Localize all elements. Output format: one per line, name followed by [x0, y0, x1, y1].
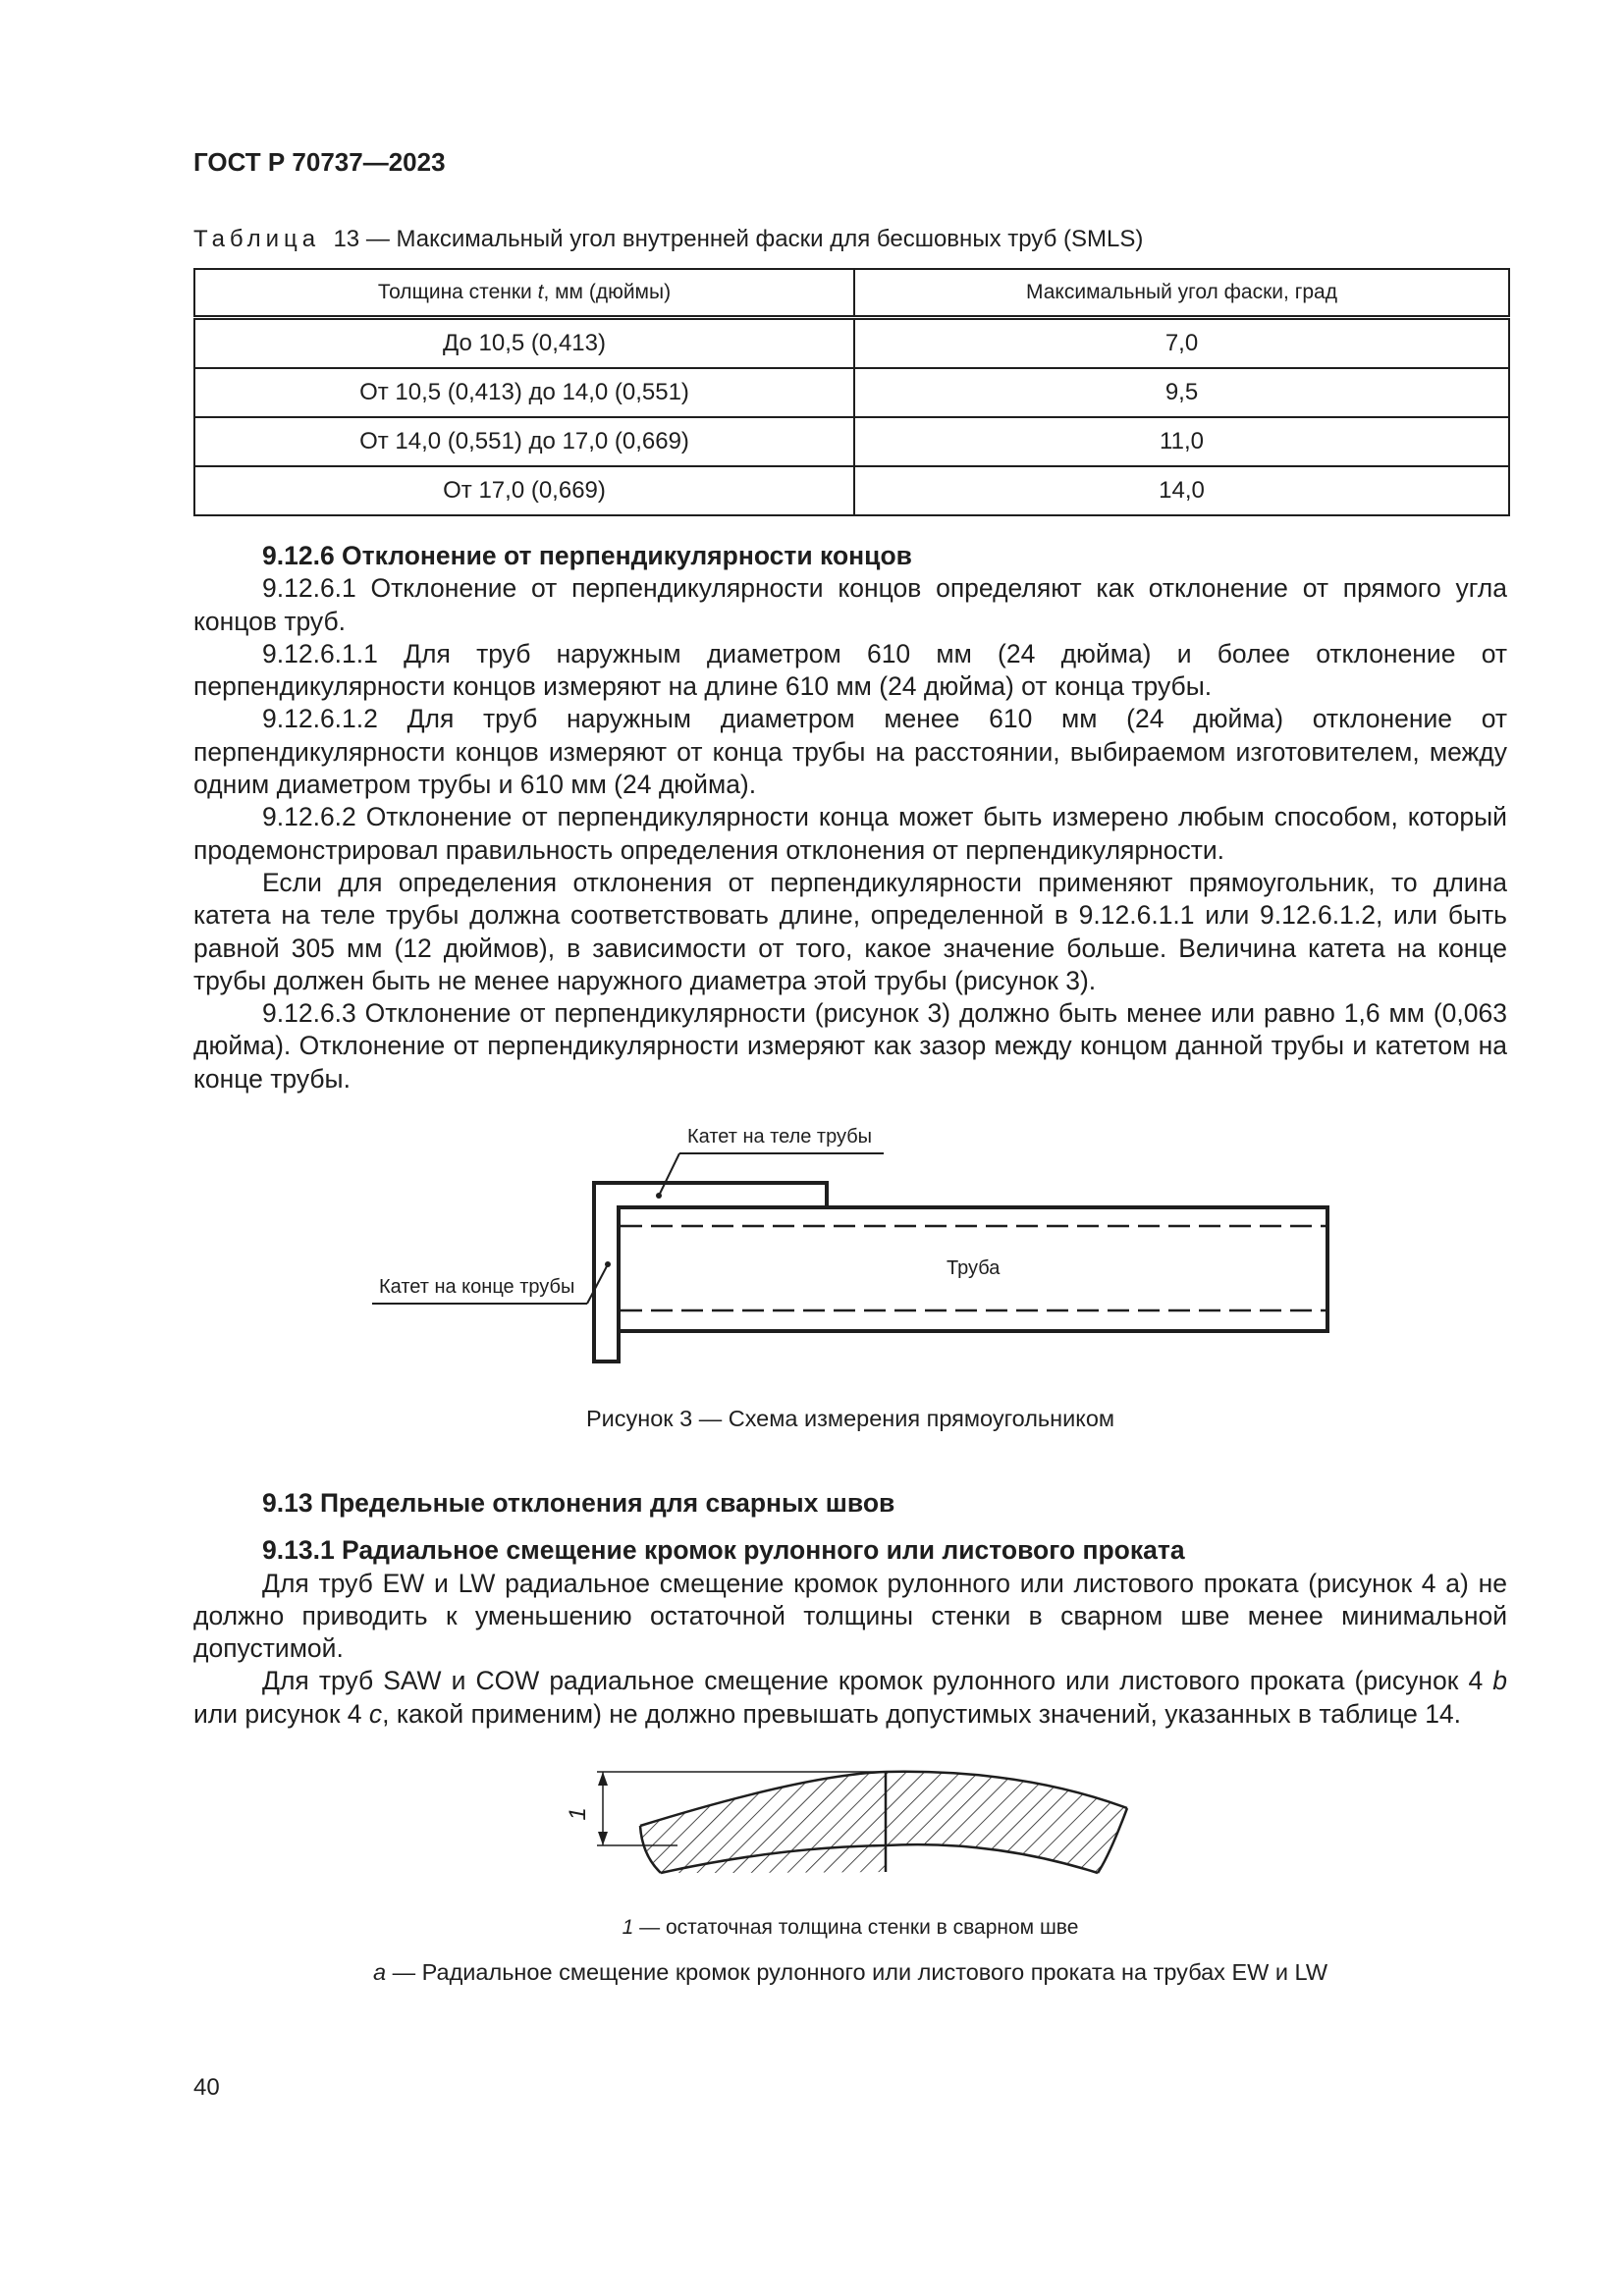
table-cell: 11,0	[854, 417, 1509, 466]
table-13	[193, 268, 1510, 516]
leader-dot	[605, 1261, 611, 1267]
label-end-leg: Катет на конце трубы	[379, 1276, 575, 1298]
table-cell: От 14,0 (0,551) до 17,0 (0,669)	[194, 417, 854, 466]
table-cell: 14,0	[854, 466, 1509, 515]
section-9-12-6	[193, 540, 1507, 1095]
table-cell: 7,0	[854, 318, 1509, 369]
table-caption-text: 13 — Максимальный угол внутренней фаски для бесшовных труб (SMLS)	[333, 226, 1144, 252]
page-number: 40	[193, 2074, 220, 2101]
label-pipe: Труба	[947, 1257, 1001, 1279]
figure-3-caption: Рисунок 3 — Схема измерения прямоугольником	[585, 1406, 1115, 1431]
arrow-down-icon	[598, 1832, 608, 1845]
table-caption	[193, 226, 1143, 253]
table-cell: От 10,5 (0,413) до 14,0 (0,551)	[194, 368, 854, 417]
table-cell: До 10,5 (0,413)	[194, 318, 854, 369]
leader-line	[587, 1266, 607, 1304]
section-heading: 9.13 Предельные отклонения для сварных швов	[262, 1488, 895, 1518]
callout-number: 1	[565, 1807, 591, 1821]
table-header-row	[194, 269, 1509, 318]
paragraph: Для труб SAW и COW радиальное смещение кромок рулонного или листового проката (рисунок 4 b или рисунок 4 c, какой применим) не должно превышать допустимых значений, указанных в таблице 14.	[193, 1666, 1507, 1729]
figure-4a-caption: а — Радиальное смещение кромок рулонного или листового проката на трубах EW и LW	[372, 1959, 1328, 1985]
arrow-up-icon	[598, 1772, 608, 1786]
section-heading: 9.12.6 Отклонение от перпендикулярности концов	[262, 541, 912, 570]
paragraph: Если для определения отклонения от перпендикулярности применяют прямоугольник, то длина катета на теле трубы должна соответствовать длине, определенной в 9.12.6.1.1 или 9.12.6.1.2, или быть равной 305 мм (12 дюймов), в зависимости от того, какое значение больше. Величина катета на конце трубы должен быть не менее наружного диаметра этой трубы (рисунок 3).	[193, 867, 1507, 995]
figure-4a-diagram	[560, 1757, 1149, 1890]
table-column-header: Максимальный угол фаски, град	[854, 269, 1509, 318]
table-cell: 9,5	[854, 368, 1509, 417]
table-row	[194, 417, 1509, 466]
table-caption-label: Таблица	[193, 226, 321, 252]
plate-right-shape	[886, 1772, 1127, 1873]
table-cell: От 17,0 (0,669)	[194, 466, 854, 515]
paragraph: 9.12.6.1.1 Для труб наружным диаметром 610 мм (24 дюйма) и более отклонение от перпендикулярности концов измеряют на длине 610 мм (24 дюйма) от конца трубы.	[193, 638, 1507, 702]
table-column-header: Толщина стенки t, мм (дюймы)	[194, 269, 854, 318]
leader-dot	[656, 1193, 662, 1199]
paragraph: 9.12.6.1.2 Для труб наружным диаметром менее 610 мм (24 дюйма) отклонение от перпендикулярности концов измеряют от конца трубы на расстоянии, выбираемом изготовителем, между одним диаметром трубы и 610 мм (24 дюйма).	[193, 704, 1507, 800]
measuring-square-shape	[594, 1183, 827, 1362]
table-row	[194, 368, 1509, 417]
paragraph: 9.12.6.3 Отклонение от перпендикулярности (рисунок 3) должно быть менее или равно 1,6 мм (0,063 дюйма). Отклонение от перпендикулярности измеряют как зазор между концом данной трубы и катетом на конце трубы.	[193, 998, 1507, 1094]
paragraph: 9.12.6.1 Отклонение от перпендикулярности концов определяют как отклонение от прямого угла концов труб.	[193, 573, 1507, 636]
document-id: ГОСТ Р 70737—2023	[193, 147, 446, 177]
table-row	[194, 466, 1509, 515]
subsection-heading: 9.13.1 Радиальное смещение кромок рулонного или листового проката	[262, 1535, 1185, 1566]
leader-line	[660, 1153, 679, 1194]
paragraph: 9.12.6.2 Отклонение от перпендикулярности конца может быть измерено любым способом, который продемонстрировал правильность определения отклонения от перпендикулярности.	[193, 802, 1507, 865]
figure-3-diagram	[363, 1109, 1345, 1384]
paragraph: Для труб EW и LW радиальное смещение кромок рулонного или листового проката (рисунок 4 а) не должно приводить к уменьшению остаточной толщины стенки в сварном шве менее минимальной допустимой.	[193, 1568, 1507, 1664]
section-9-13	[193, 1487, 1507, 1731]
label-body-leg: Катет на теле трубы	[687, 1126, 873, 1148]
table-row	[194, 318, 1509, 369]
plate-left-shape	[640, 1772, 886, 1873]
figure-4a-legend: 1 — остаточная толщина стенки в сварном шве	[622, 1916, 1079, 1939]
